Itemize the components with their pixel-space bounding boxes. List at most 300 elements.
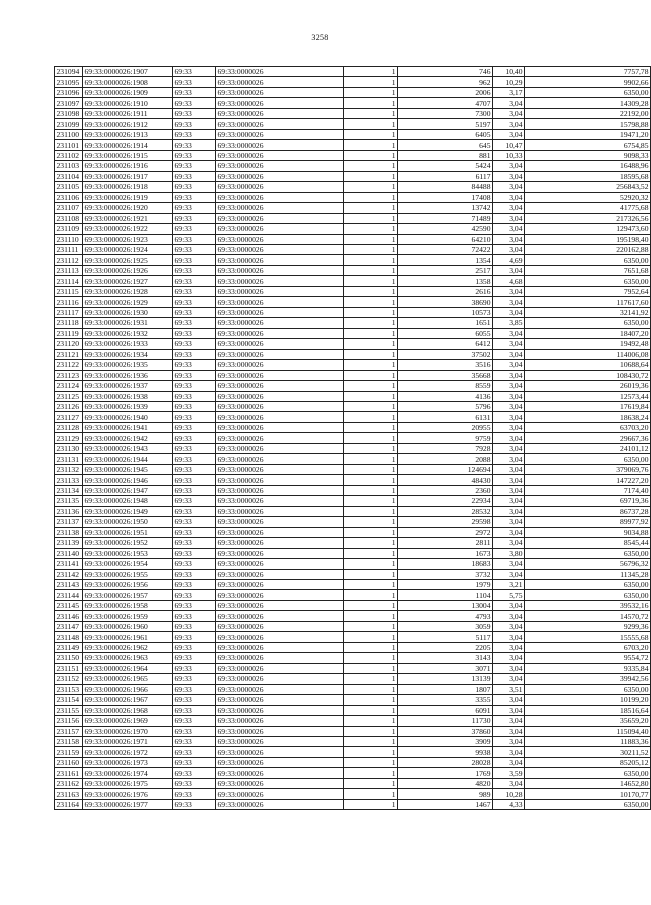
rate-cell: 3,04 — [493, 757, 525, 767]
table-row — [55, 67, 651, 77]
count-cell: 1 — [344, 192, 398, 202]
count-cell: 1 — [344, 286, 398, 296]
rate-cell: 3,04 — [493, 161, 525, 171]
cadastral-number-cell: 69:33:0000026:1958 — [83, 600, 173, 610]
row-number-cell: 231147 — [55, 621, 83, 631]
count-cell: 1 — [344, 778, 398, 788]
value-cell: 85205,12 — [525, 757, 651, 767]
area-cell: 746 — [398, 67, 493, 77]
region-code-cell: 69:33 — [173, 538, 216, 548]
count-cell: 1 — [344, 674, 398, 684]
area-cell: 7928 — [398, 443, 493, 453]
rate-cell: 3,04 — [493, 391, 525, 401]
rate-cell: 10,28 — [493, 789, 525, 799]
count-cell: 1 — [344, 129, 398, 139]
row-number-cell: 231133 — [55, 475, 83, 485]
table-row — [55, 328, 651, 338]
row-number-cell: 231131 — [55, 454, 83, 464]
cadastral-quarter-cell: 69:33:0000026 — [216, 789, 344, 799]
cadastral-quarter-cell: 69:33:0000026 — [216, 517, 344, 527]
region-code-cell: 69:33 — [173, 67, 216, 77]
area-cell: 4820 — [398, 778, 493, 788]
area-cell: 989 — [398, 789, 493, 799]
area-cell: 3059 — [398, 621, 493, 631]
rate-cell: 3,04 — [493, 182, 525, 192]
region-code-cell: 69:33 — [173, 716, 216, 726]
value-cell: 15798,88 — [525, 119, 651, 129]
cadastral-number-cell: 69:33:0000026:1955 — [83, 569, 173, 579]
table-row — [55, 737, 651, 747]
area-cell: 4136 — [398, 391, 493, 401]
region-code-cell: 69:33 — [173, 213, 216, 223]
cadastral-number-cell: 69:33:0000026:1974 — [83, 768, 173, 778]
cadastral-number-cell: 69:33:0000026:1924 — [83, 244, 173, 254]
value-cell: 9335,84 — [525, 663, 651, 673]
count-cell: 1 — [344, 768, 398, 778]
area-cell: 2006 — [398, 87, 493, 97]
value-cell: 19492,48 — [525, 339, 651, 349]
rate-cell: 3,04 — [493, 443, 525, 453]
region-code-cell: 69:33 — [173, 422, 216, 432]
rate-cell: 10,47 — [493, 140, 525, 150]
cadastral-number-cell: 69:33:0000026:1977 — [83, 799, 173, 809]
region-code-cell: 69:33 — [173, 653, 216, 663]
region-code-cell: 69:33 — [173, 475, 216, 485]
count-cell: 1 — [344, 171, 398, 181]
cadastral-number-cell: 69:33:0000026:1964 — [83, 663, 173, 673]
cadastral-number-cell: 69:33:0000026:1940 — [83, 412, 173, 422]
cadastral-number-cell: 69:33:0000026:1963 — [83, 653, 173, 663]
table-row — [55, 391, 651, 401]
cadastral-quarter-cell: 69:33:0000026 — [216, 799, 344, 809]
area-cell: 1358 — [398, 276, 493, 286]
area-cell: 1979 — [398, 579, 493, 589]
row-number-cell: 231116 — [55, 297, 83, 307]
region-code-cell: 69:33 — [173, 454, 216, 464]
region-code-cell: 69:33 — [173, 579, 216, 589]
area-cell: 42590 — [398, 224, 493, 234]
area-cell: 3516 — [398, 360, 493, 370]
rate-cell: 3,04 — [493, 192, 525, 202]
rate-cell: 3,51 — [493, 684, 525, 694]
cadastral-quarter-cell: 69:33:0000026 — [216, 265, 344, 275]
value-cell: 6350,00 — [525, 548, 651, 558]
area-cell: 28532 — [398, 506, 493, 516]
count-cell: 1 — [344, 579, 398, 589]
table-row — [55, 454, 651, 464]
region-code-cell: 69:33 — [173, 328, 216, 338]
row-number-cell: 231136 — [55, 506, 83, 516]
table-row — [55, 705, 651, 715]
rate-cell: 3,04 — [493, 778, 525, 788]
cadastral-quarter-cell: 69:33:0000026 — [216, 674, 344, 684]
row-number-cell: 231144 — [55, 590, 83, 600]
row-number-cell: 231103 — [55, 161, 83, 171]
row-number-cell: 231138 — [55, 527, 83, 537]
cadastral-number-cell: 69:33:0000026:1920 — [83, 203, 173, 213]
rate-cell: 3,04 — [493, 454, 525, 464]
count-cell: 1 — [344, 265, 398, 275]
cadastral-number-cell: 69:33:0000026:1947 — [83, 485, 173, 495]
row-number-cell: 231117 — [55, 307, 83, 317]
region-code-cell: 69:33 — [173, 747, 216, 757]
row-number-cell: 231106 — [55, 192, 83, 202]
rate-cell: 3,04 — [493, 621, 525, 631]
value-cell: 32141,92 — [525, 307, 651, 317]
cadastral-number-cell: 69:33:0000026:1973 — [83, 757, 173, 767]
row-number-cell: 231145 — [55, 600, 83, 610]
value-cell: 11883,36 — [525, 737, 651, 747]
count-cell: 1 — [344, 297, 398, 307]
count-cell: 1 — [344, 695, 398, 705]
count-cell: 1 — [344, 402, 398, 412]
region-code-cell: 69:33 — [173, 600, 216, 610]
table-row — [55, 161, 651, 171]
cadastral-number-cell: 69:33:0000026:1976 — [83, 789, 173, 799]
rate-cell: 3,04 — [493, 307, 525, 317]
table-row — [55, 684, 651, 694]
region-code-cell: 69:33 — [173, 255, 216, 265]
rate-cell: 3,04 — [493, 737, 525, 747]
cadastral-quarter-cell: 69:33:0000026 — [216, 538, 344, 548]
rate-cell: 4,69 — [493, 255, 525, 265]
cadastral-quarter-cell: 69:33:0000026 — [216, 653, 344, 663]
cadastral-quarter-cell: 69:33:0000026 — [216, 87, 344, 97]
cadastral-number-cell: 69:33:0000026:1962 — [83, 642, 173, 652]
count-cell: 1 — [344, 737, 398, 747]
value-cell: 14309,28 — [525, 98, 651, 108]
area-cell: 4707 — [398, 98, 493, 108]
rate-cell: 3,85 — [493, 318, 525, 328]
count-cell: 1 — [344, 538, 398, 548]
count-cell: 1 — [344, 747, 398, 757]
region-code-cell: 69:33 — [173, 244, 216, 254]
table-row — [55, 203, 651, 213]
area-cell: 1651 — [398, 318, 493, 328]
count-cell: 1 — [344, 360, 398, 370]
cadastral-quarter-cell: 69:33:0000026 — [216, 695, 344, 705]
area-cell: 3732 — [398, 569, 493, 579]
rate-cell: 3,04 — [493, 726, 525, 736]
cadastral-quarter-cell: 69:33:0000026 — [216, 632, 344, 642]
cadastral-quarter-cell: 69:33:0000026 — [216, 621, 344, 631]
cadastral-quarter-cell: 69:33:0000026 — [216, 307, 344, 317]
table-row — [55, 506, 651, 516]
region-code-cell: 69:33 — [173, 590, 216, 600]
cadastral-number-cell: 69:33:0000026:1911 — [83, 108, 173, 118]
cadastral-quarter-cell: 69:33:0000026 — [216, 98, 344, 108]
area-cell: 35668 — [398, 370, 493, 380]
cadastral-quarter-cell: 69:33:0000026 — [216, 600, 344, 610]
rate-cell: 5,75 — [493, 590, 525, 600]
registry-table — [54, 66, 651, 810]
cadastral-number-cell: 69:33:0000026:1954 — [83, 559, 173, 569]
cadastral-number-cell: 69:33:0000026:1913 — [83, 129, 173, 139]
region-code-cell: 69:33 — [173, 768, 216, 778]
count-cell: 1 — [344, 475, 398, 485]
row-number-cell: 231125 — [55, 391, 83, 401]
area-cell: 5197 — [398, 119, 493, 129]
cadastral-number-cell: 69:33:0000026:1975 — [83, 778, 173, 788]
rate-cell: 3,04 — [493, 286, 525, 296]
value-cell: 63703,20 — [525, 422, 651, 432]
rate-cell: 3,04 — [493, 360, 525, 370]
area-cell: 13139 — [398, 674, 493, 684]
cadastral-quarter-cell: 69:33:0000026 — [216, 611, 344, 621]
row-number-cell: 231113 — [55, 265, 83, 275]
rate-cell: 3,04 — [493, 265, 525, 275]
rate-cell: 3,04 — [493, 496, 525, 506]
cadastral-quarter-cell: 69:33:0000026 — [216, 496, 344, 506]
area-cell: 38690 — [398, 297, 493, 307]
cadastral-number-cell: 69:33:0000026:1930 — [83, 307, 173, 317]
cadastral-quarter-cell: 69:33:0000026 — [216, 182, 344, 192]
cadastral-quarter-cell: 69:33:0000026 — [216, 506, 344, 516]
table-row — [55, 297, 651, 307]
row-number-cell: 231163 — [55, 789, 83, 799]
value-cell: 41775,68 — [525, 203, 651, 213]
row-number-cell: 231142 — [55, 569, 83, 579]
cadastral-number-cell: 69:33:0000026:1932 — [83, 328, 173, 338]
region-code-cell: 69:33 — [173, 87, 216, 97]
area-cell: 10573 — [398, 307, 493, 317]
region-code-cell: 69:33 — [173, 695, 216, 705]
area-cell: 2616 — [398, 286, 493, 296]
rate-cell: 3,04 — [493, 370, 525, 380]
cadastral-quarter-cell: 69:33:0000026 — [216, 485, 344, 495]
table-row — [55, 695, 651, 705]
cadastral-number-cell: 69:33:0000026:1965 — [83, 674, 173, 684]
cadastral-number-cell: 69:33:0000026:1936 — [83, 370, 173, 380]
row-number-cell: 231122 — [55, 360, 83, 370]
cadastral-quarter-cell: 69:33:0000026 — [216, 161, 344, 171]
row-number-cell: 231152 — [55, 674, 83, 684]
row-number-cell: 231108 — [55, 213, 83, 223]
count-cell: 1 — [344, 161, 398, 171]
area-cell: 1354 — [398, 255, 493, 265]
row-number-cell: 231104 — [55, 171, 83, 181]
table-row — [55, 789, 651, 799]
value-cell: 15555,68 — [525, 632, 651, 642]
rate-cell: 10,40 — [493, 67, 525, 77]
value-cell: 6350,00 — [525, 799, 651, 809]
rate-cell: 3,04 — [493, 412, 525, 422]
table-row — [55, 464, 651, 474]
count-cell: 1 — [344, 485, 398, 495]
cadastral-number-cell: 69:33:0000026:1971 — [83, 737, 173, 747]
area-cell: 962 — [398, 77, 493, 87]
cadastral-number-cell: 69:33:0000026:1953 — [83, 548, 173, 558]
area-cell: 17408 — [398, 192, 493, 202]
cadastral-quarter-cell: 69:33:0000026 — [216, 443, 344, 453]
value-cell: 6350,00 — [525, 276, 651, 286]
table-row — [55, 632, 651, 642]
cadastral-quarter-cell: 69:33:0000026 — [216, 203, 344, 213]
table-row — [55, 265, 651, 275]
table-row — [55, 402, 651, 412]
cadastral-quarter-cell: 69:33:0000026 — [216, 255, 344, 265]
rate-cell: 3,04 — [493, 203, 525, 213]
count-cell: 1 — [344, 213, 398, 223]
cadastral-quarter-cell: 69:33:0000026 — [216, 370, 344, 380]
count-cell: 1 — [344, 203, 398, 213]
table-row — [55, 778, 651, 788]
row-number-cell: 231100 — [55, 129, 83, 139]
area-cell: 11730 — [398, 716, 493, 726]
count-cell: 1 — [344, 87, 398, 97]
cadastral-number-cell: 69:33:0000026:1968 — [83, 705, 173, 715]
row-number-cell: 231132 — [55, 464, 83, 474]
cadastral-quarter-cell: 69:33:0000026 — [216, 360, 344, 370]
cadastral-number-cell: 69:33:0000026:1939 — [83, 402, 173, 412]
cadastral-number-cell: 69:33:0000026:1909 — [83, 87, 173, 97]
cadastral-number-cell: 69:33:0000026:1938 — [83, 391, 173, 401]
area-cell: 2972 — [398, 527, 493, 537]
value-cell: 18595,68 — [525, 171, 651, 181]
count-cell: 1 — [344, 349, 398, 359]
row-number-cell: 231135 — [55, 496, 83, 506]
table-row — [55, 422, 651, 432]
cadastral-number-cell: 69:33:0000026:1949 — [83, 506, 173, 516]
cadastral-quarter-cell: 69:33:0000026 — [216, 286, 344, 296]
row-number-cell: 231095 — [55, 77, 83, 87]
row-number-cell: 231140 — [55, 548, 83, 558]
rate-cell: 3,04 — [493, 695, 525, 705]
region-code-cell: 69:33 — [173, 402, 216, 412]
table-row — [55, 119, 651, 129]
rate-cell: 3,04 — [493, 349, 525, 359]
count-cell: 1 — [344, 140, 398, 150]
rate-cell: 3,04 — [493, 642, 525, 652]
row-number-cell: 231127 — [55, 412, 83, 422]
value-cell: 7952,64 — [525, 286, 651, 296]
count-cell: 1 — [344, 108, 398, 118]
table-row — [55, 213, 651, 223]
cadastral-number-cell: 69:33:0000026:1926 — [83, 265, 173, 275]
count-cell: 1 — [344, 182, 398, 192]
cadastral-quarter-cell: 69:33:0000026 — [216, 67, 344, 77]
area-cell: 2517 — [398, 265, 493, 275]
value-cell: 52920,32 — [525, 192, 651, 202]
cadastral-quarter-cell: 69:33:0000026 — [216, 569, 344, 579]
count-cell: 1 — [344, 527, 398, 537]
count-cell: 1 — [344, 642, 398, 652]
table-row — [55, 674, 651, 684]
value-cell: 24101,12 — [525, 443, 651, 453]
row-number-cell: 231160 — [55, 757, 83, 767]
region-code-cell: 69:33 — [173, 339, 216, 349]
cadastral-quarter-cell: 69:33:0000026 — [216, 402, 344, 412]
cadastral-number-cell: 69:33:0000026:1929 — [83, 297, 173, 307]
cadastral-number-cell: 69:33:0000026:1948 — [83, 496, 173, 506]
area-cell: 13004 — [398, 600, 493, 610]
region-code-cell: 69:33 — [173, 119, 216, 129]
count-cell: 1 — [344, 611, 398, 621]
value-cell: 115094,40 — [525, 726, 651, 736]
cadastral-quarter-cell: 69:33:0000026 — [216, 213, 344, 223]
area-cell: 7300 — [398, 108, 493, 118]
row-number-cell: 231130 — [55, 443, 83, 453]
region-code-cell: 69:33 — [173, 621, 216, 631]
count-cell: 1 — [344, 443, 398, 453]
cadastral-number-cell: 69:33:0000026:1933 — [83, 339, 173, 349]
count-cell: 1 — [344, 244, 398, 254]
region-code-cell: 69:33 — [173, 789, 216, 799]
area-cell: 8559 — [398, 381, 493, 391]
cadastral-number-cell: 69:33:0000026:1915 — [83, 150, 173, 160]
rate-cell: 3,04 — [493, 297, 525, 307]
rate-cell: 3,04 — [493, 653, 525, 663]
table-row — [55, 768, 651, 778]
row-number-cell: 231153 — [55, 684, 83, 694]
cadastral-quarter-cell: 69:33:0000026 — [216, 559, 344, 569]
cadastral-quarter-cell: 69:33:0000026 — [216, 737, 344, 747]
region-code-cell: 69:33 — [173, 370, 216, 380]
count-cell: 1 — [344, 716, 398, 726]
area-cell: 22934 — [398, 496, 493, 506]
table-row — [55, 234, 651, 244]
row-number-cell: 231120 — [55, 339, 83, 349]
region-code-cell: 69:33 — [173, 129, 216, 139]
value-cell: 7651,68 — [525, 265, 651, 275]
cadastral-number-cell: 69:33:0000026:1922 — [83, 224, 173, 234]
table-row — [55, 412, 651, 422]
region-code-cell: 69:33 — [173, 318, 216, 328]
region-code-cell: 69:33 — [173, 642, 216, 652]
value-cell: 9034,88 — [525, 527, 651, 537]
count-cell: 1 — [344, 339, 398, 349]
table-row — [55, 140, 651, 150]
table-row — [55, 182, 651, 192]
cadastral-quarter-cell: 69:33:0000026 — [216, 464, 344, 474]
count-cell: 1 — [344, 632, 398, 642]
count-cell: 1 — [344, 559, 398, 569]
cadastral-number-cell: 69:33:0000026:1912 — [83, 119, 173, 129]
value-cell: 6703,20 — [525, 642, 651, 652]
area-cell: 28028 — [398, 757, 493, 767]
row-number-cell: 231119 — [55, 328, 83, 338]
value-cell: 6350,00 — [525, 87, 651, 97]
rate-cell: 3,04 — [493, 224, 525, 234]
row-number-cell: 231150 — [55, 653, 83, 663]
region-code-cell: 69:33 — [173, 140, 216, 150]
region-code-cell: 69:33 — [173, 234, 216, 244]
table-row — [55, 171, 651, 181]
rate-cell: 3,04 — [493, 632, 525, 642]
value-cell: 6350,00 — [525, 318, 651, 328]
rate-cell: 3,80 — [493, 548, 525, 558]
cadastral-number-cell: 69:33:0000026:1919 — [83, 192, 173, 202]
area-cell: 881 — [398, 150, 493, 160]
count-cell: 1 — [344, 600, 398, 610]
cadastral-quarter-cell: 69:33:0000026 — [216, 475, 344, 485]
region-code-cell: 69:33 — [173, 737, 216, 747]
rate-cell: 3,04 — [493, 705, 525, 715]
count-cell: 1 — [344, 789, 398, 799]
cadastral-number-cell: 69:33:0000026:1959 — [83, 611, 173, 621]
area-cell: 9938 — [398, 747, 493, 757]
region-code-cell: 69:33 — [173, 77, 216, 87]
cadastral-quarter-cell: 69:33:0000026 — [216, 318, 344, 328]
area-cell: 48430 — [398, 475, 493, 485]
value-cell: 6350,00 — [525, 768, 651, 778]
cadastral-number-cell: 69:33:0000026:1921 — [83, 213, 173, 223]
cadastral-quarter-cell: 69:33:0000026 — [216, 768, 344, 778]
value-cell: 6350,00 — [525, 684, 651, 694]
region-code-cell: 69:33 — [173, 496, 216, 506]
value-cell: 11345,28 — [525, 569, 651, 579]
row-number-cell: 231164 — [55, 799, 83, 809]
